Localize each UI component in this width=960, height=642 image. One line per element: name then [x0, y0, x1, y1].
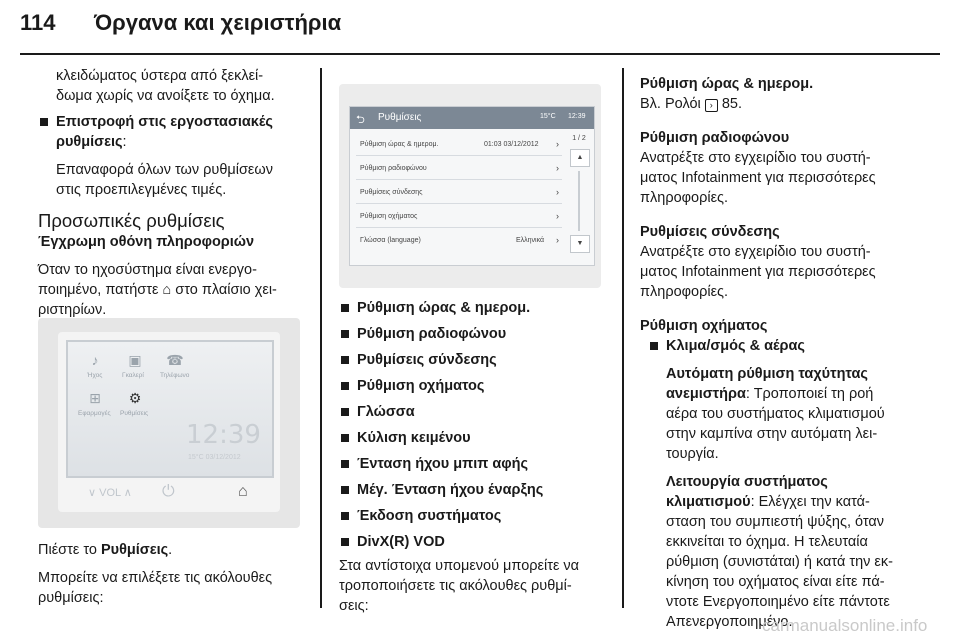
vehicle-title: Ρύθμιση οχήματος	[640, 318, 768, 334]
row-language: Γλώσσα (language) Ελληνικά ›	[360, 235, 559, 245]
column-1	[38, 66, 306, 320]
audio-icon: ♪	[91, 352, 99, 368]
column-1-bottom	[38, 540, 306, 608]
list-item: Γλώσσα	[339, 402, 607, 422]
list-item: Κύλιση κειμένου	[339, 428, 607, 448]
settings-header	[350, 107, 594, 129]
page-title: Όργανα και χειριστήρια	[94, 10, 342, 35]
list-item: Ρυθμίσεις σύνδεσης	[339, 350, 607, 370]
gallery-icon: ▣	[128, 352, 142, 368]
press-settings-text: Πιέστε το Ρυθμίσεις.	[38, 542, 173, 558]
list-item: Έκδοση συστήματος	[339, 506, 607, 526]
time-date-ref: Βλ. Ρολόι › 85.	[640, 96, 742, 112]
home-screen-photo	[38, 318, 300, 528]
connection-title: Ρυθμίσεις σύνδεσης	[640, 224, 780, 240]
list-item: Ρύθμιση οχήματος	[339, 376, 607, 396]
intro-text: κλειδώματος ύστερα από ξεκλεί- δωμα χωρίς να ανοίξετε το όχημα.	[56, 68, 275, 104]
scroll-track	[578, 171, 580, 231]
gallery-label: Γκαλερί	[122, 372, 144, 379]
column-3	[640, 66, 940, 632]
column-2	[339, 298, 607, 616]
instruction-text: Όταν το ηχοσύστημα είναι ενεργο- ποιημένο, πατήστε ⌂ στο πλαίσιο χει- ριστηρίων.	[38, 262, 277, 318]
radio-title: Ρύθμιση ραδιοφώνου	[640, 130, 790, 146]
section-heading: Προσωπικές ρυθμίσεις	[38, 210, 225, 231]
home-button-icon: ⌂	[162, 282, 172, 298]
factory-reset-desc: Επαναφορά όλων των ρυθμίσεων στις προεπιλεγμένες τιμές.	[56, 162, 273, 198]
row-connection: Ρυθμίσεις σύνδεσης ›	[356, 183, 562, 204]
time: 12:39	[568, 113, 586, 120]
factory-reset-item: Επιστροφή στις εργοστασιακές ρυθμίσεις:	[38, 112, 306, 152]
ac-text: Λειτουργία συστήματος κλιματισμού: Ελέγχει την κατά- σταση του συμπιεστή ψύξης, όταν εκκινείται το όχημα. Η τελευταία ρύθμιση (συνιστάται) ή κατά την εκ- κίνηση του οχήματος είναι είτε πά- ντοτε Ενεργοποιημένο είτε πάντοτε Απενεργοποιημένο.	[666, 474, 893, 630]
volume-controls: ∨ VOL ∧	[88, 487, 132, 499]
column-divider-2	[622, 68, 624, 608]
power-icon: ⏻	[162, 483, 175, 500]
apps-icon: ⊞	[89, 390, 101, 406]
settings-screen-photo	[339, 84, 601, 288]
connection-text: Ανατρέξτε στο εγχειρίδιο του συστή- ματος Infotainment για περισσότερες πληροφορίες.	[640, 244, 876, 300]
auto-fan-text: Αυτόματη ρύθμιση ταχύτητας ανεμιστήρα: Τροποποιεί τη ροή αέρα του συστήματος κλιματισμού στην καμπίνα στην αυτόματη λει- τουργία.	[666, 366, 885, 462]
subheading: Έγχρωμη οθόνη πληροφοριών	[38, 234, 255, 250]
page-indicator: 1 / 2	[572, 135, 586, 142]
apps-label: Εφαρμογές	[78, 410, 111, 417]
clock-display: 12:39	[186, 420, 261, 450]
radio-text: Ανατρέξτε στο εγχειρίδιο του συστή- ματος Infotainment για περισσότερες πληροφορίες.	[640, 150, 876, 206]
home-screen	[66, 340, 274, 478]
list-item: Μέγ. Ένταση ήχου έναρξης	[339, 480, 607, 500]
select-settings-text: Μπορείτε να επιλέξετε τις ακόλουθες ρυθμίσεις:	[38, 570, 273, 606]
back-icon: ⮌	[356, 114, 365, 126]
list-item: Ρύθμιση ώρας & ημερομ.	[339, 298, 607, 318]
page-number: 114	[20, 10, 56, 35]
settings-icon: ⚙	[128, 390, 142, 406]
ref-arrow-icon: ›	[705, 99, 718, 112]
time-date-title: Ρύθμιση ώρας & ημερομ.	[640, 76, 814, 92]
submenu-text: Στα αντίστοιχα υπομενού μπορείτε να τροποποιήσετε τις ακόλουθες ρυθμί- σεις:	[339, 558, 580, 614]
settings-title: Ρυθμίσεις	[378, 112, 422, 123]
home-icon: ⌂	[238, 483, 248, 500]
temp-date-display: 15°C 03/12/2012	[188, 454, 241, 461]
row-time-date: Ρύθμιση ώρας & ημερομ. 01:03 03/12/2012 ›	[356, 135, 562, 156]
climate-item: Κλιμα/σμός & αέρας	[648, 336, 940, 356]
phone-label: Τηλέφωνο	[160, 372, 190, 379]
list-item: Ένταση ήχου μπιπ αφής	[339, 454, 607, 474]
header-rule	[20, 53, 940, 55]
list-item: Ρύθμιση ραδιοφώνου	[339, 324, 607, 344]
list-item: DivX(R) VOD	[339, 532, 607, 552]
watermark: carmanualsonline.info	[762, 616, 928, 635]
audio-label: Ήχος	[87, 372, 103, 379]
scroll-down-icon: ▼	[570, 235, 590, 253]
scroll-up-icon: ▲	[570, 149, 590, 167]
settings-label: Ρυθμίσεις	[120, 410, 149, 417]
row-radio: Ρύθμιση ραδιοφώνου ›	[356, 159, 562, 180]
temperature: 15°C	[540, 113, 556, 120]
row-vehicle: Ρύθμιση οχήματος ›	[356, 207, 562, 228]
settings-screen	[349, 106, 595, 266]
phone-icon: ☎	[166, 352, 184, 368]
column-divider-1	[320, 68, 322, 608]
